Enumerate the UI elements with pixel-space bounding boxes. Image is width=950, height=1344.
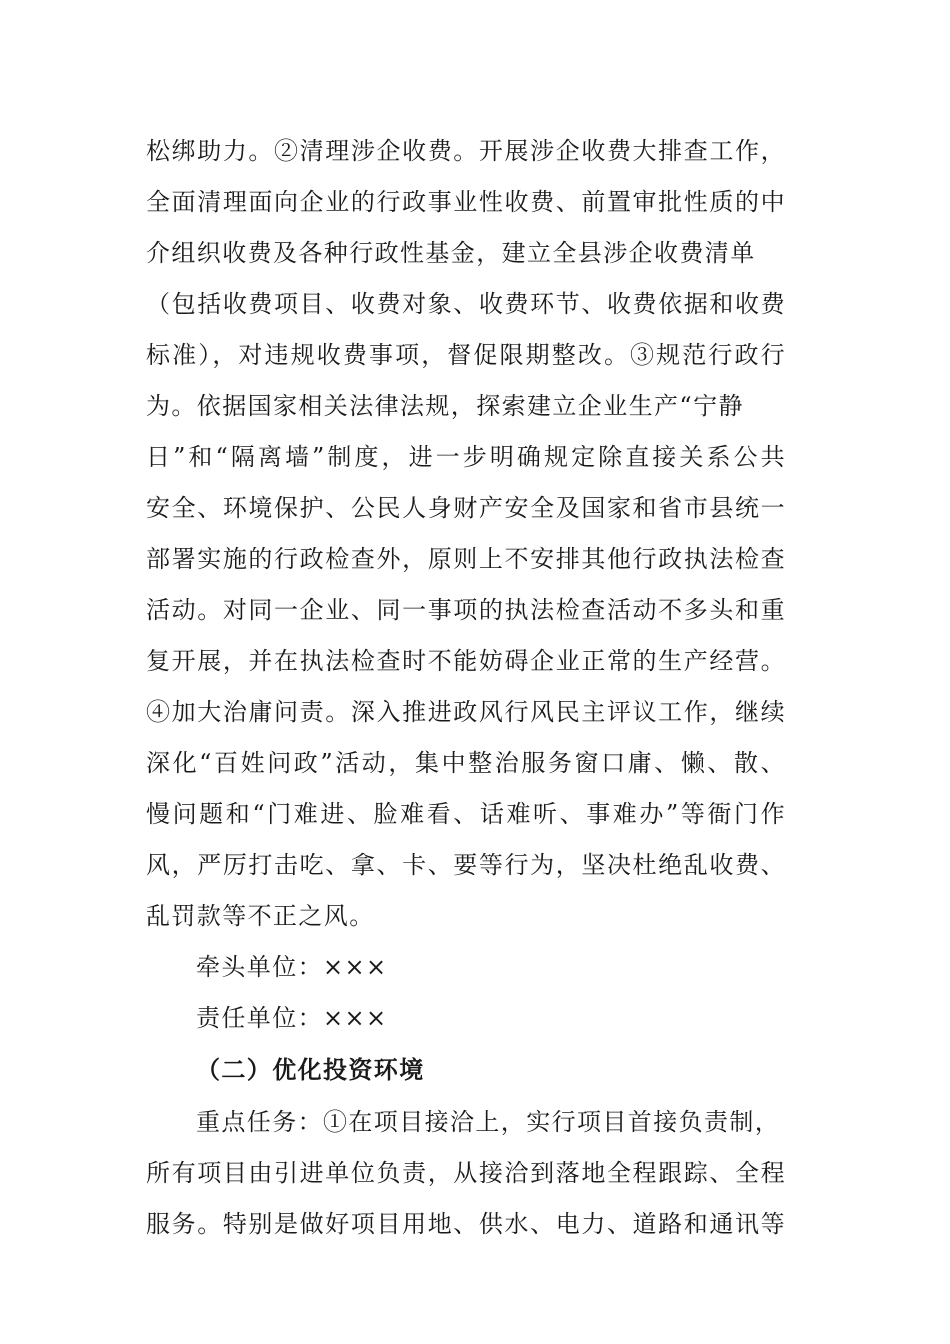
paragraph-1-line: 日”和“隔离墙”制度，进一步明确规定除直接关系公共 (146, 443, 786, 471)
document-body (146, 126, 786, 1250)
paragraph-1-line: 慢问题和“门难进、脸难看、话难听、事难办”等衙门作 (146, 800, 786, 828)
paragraph-1-line: 部署实施的行政检查外，原则上不安排其他行政执法检查 (146, 545, 786, 573)
paragraph-1-line: 乱罚款等不正之风。 (146, 902, 375, 930)
paragraph-1-line: 全面清理面向企业的行政事业性收费、前置审批性质的中 (146, 188, 786, 216)
paragraph-2-line: 重点任务：①在项目接洽上，实行项目首接负责制， (196, 1108, 781, 1136)
paragraph-1-line: ④加大治庸问责。深入推进政风行风民主评议工作，继续 (146, 698, 786, 726)
paragraph-1-line: 风，严厉打击吃、拿、卡、要等行为，坚决杜绝乱收费、 (146, 851, 786, 879)
paragraph-2-line: 服务。特别是做好项目用地、供水、电力、道路和通讯等 (146, 1210, 786, 1238)
paragraph-1-line: 复开展，并在执法检查时不能妨碍企业正常的生产经营。 (146, 647, 786, 675)
paragraph-1-line: 介组织收费及各种行政性基金，建立全县涉企收费清单 (146, 239, 756, 267)
paragraph-1-line: 深化“百姓问政”活动，集中整治服务窗口庸、懒、散、 (146, 749, 786, 777)
lead-unit: 牵头单位：××× (196, 953, 388, 981)
paragraph-1-line: （包括收费项目、收费对象、收费环节、收费依据和收费 (146, 290, 786, 318)
paragraph-1-line: 为。依据国家相关法律法规，探索建立企业生产“宁静 (146, 392, 744, 420)
section-heading: （二）优化投资环境 (196, 1055, 425, 1084)
paragraph-1-line: 活动。对同一企业、同一事项的执法检查活动不多头和重 (146, 596, 786, 624)
paragraph-1-line: 标准），对违规收费事项，督促限期整改。③规范行政行 (146, 341, 786, 369)
paragraph-1-line: 安全、环境保护、公民人身财产安全及国家和省市县统一 (146, 494, 786, 522)
paragraph-2-line: 所有项目由引进单位负责，从接洽到落地全程跟踪、全程 (146, 1159, 786, 1187)
responsible-unit: 责任单位：××× (196, 1004, 388, 1032)
paragraph-1-line: 松绑助力。②清理涉企收费。开展涉企收费大排查工作， (146, 137, 786, 165)
